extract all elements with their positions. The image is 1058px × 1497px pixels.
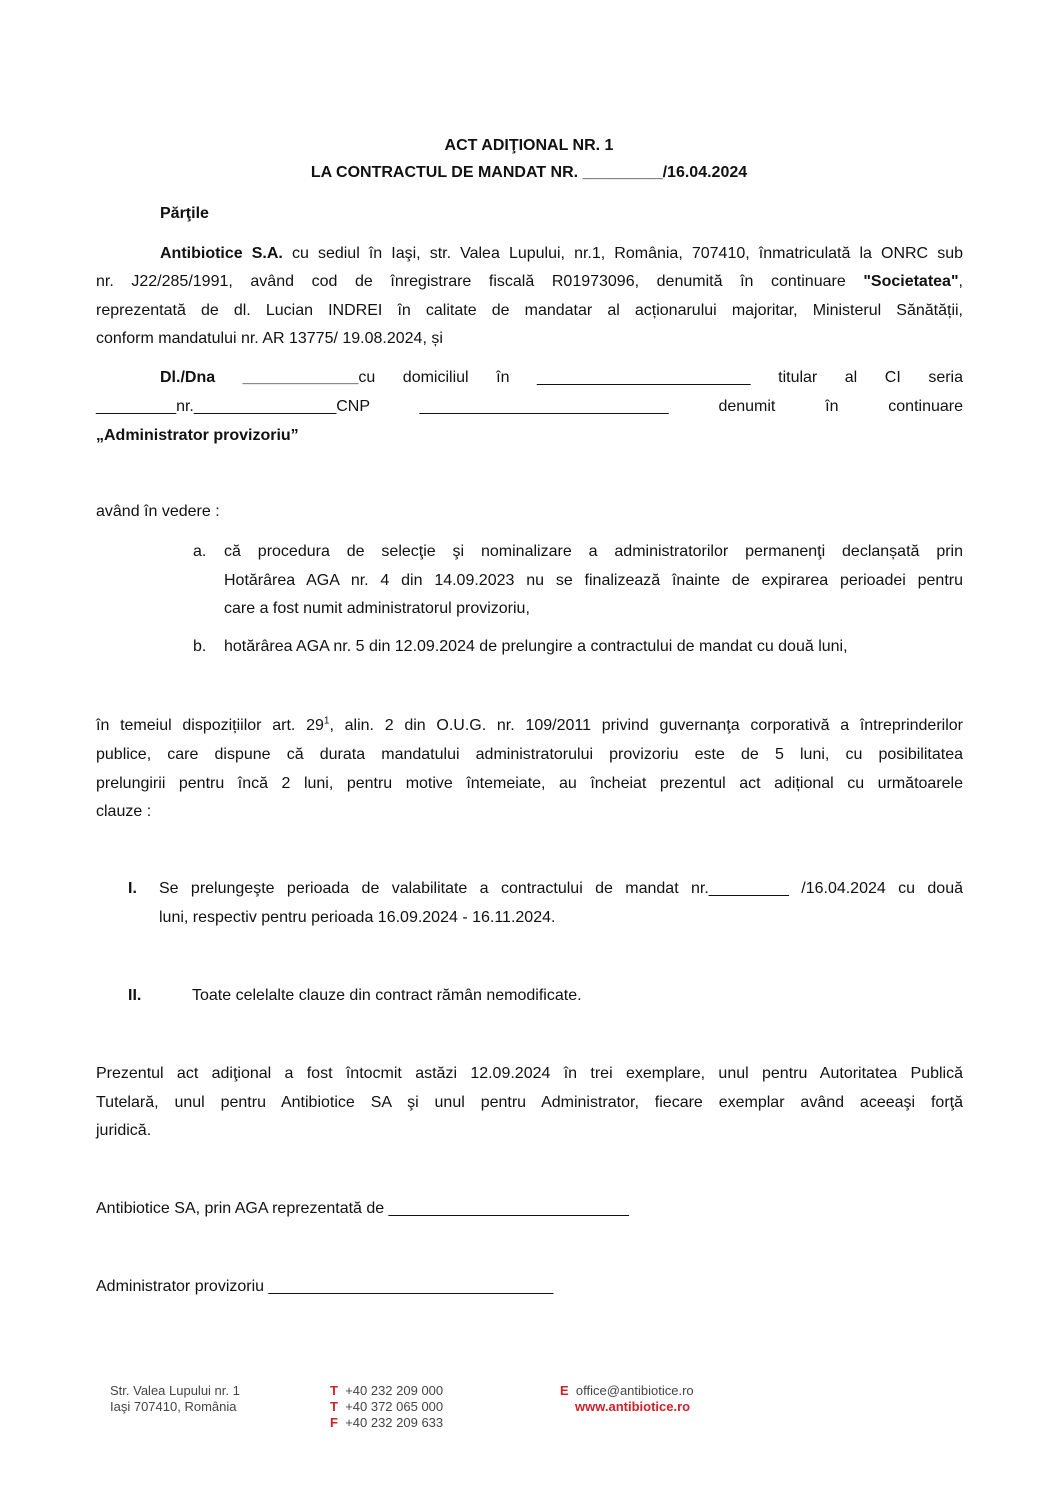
consideration-b-line1: hotărârea AGA nr. 5 din 12.09.2024 de prelungire a contractului de mandat cu două luni, bbox=[224, 638, 848, 655]
footer-fax: F +40 232 209 633 bbox=[330, 1415, 444, 1430]
footer-contact bbox=[560, 1383, 694, 1415]
closing-line3: juridică. bbox=[96, 1122, 152, 1139]
consideration-a-marker: a. bbox=[193, 543, 207, 560]
considering-heading: având în vedere : bbox=[96, 503, 220, 520]
footer-address bbox=[110, 1383, 240, 1415]
clause-2-marker: II. bbox=[128, 987, 142, 1004]
parties-heading: Părţile bbox=[160, 205, 209, 222]
footer-phone-1: T +40 232 209 000 bbox=[330, 1383, 444, 1398]
footer-phone-2: T +40 372 065 000 bbox=[330, 1399, 444, 1414]
party2-label: Dl./Dna bbox=[160, 369, 216, 386]
footer-website[interactable]: www.antibiotice.ro bbox=[575, 1399, 691, 1414]
closing-line1: Prezentul act adiţional a fost întocmit astăzi 12.09.2024 în trei exemplare, unul pentru Autoritatea Publică bbox=[96, 1065, 963, 1082]
document-subtitle: LA CONTRACTUL DE MANDAT NR. _________/16.04.2024 bbox=[310, 164, 748, 181]
signature-administrator: Administrator provizoriu ________________________________ bbox=[96, 1278, 554, 1295]
legal-basis-line2: publice, care dispune că durata mandatului administratorului provizoriu este de 5 luni, cu posibilitatea bbox=[96, 746, 963, 763]
footer-address-line1: Str. Valea Lupului nr. 1 bbox=[110, 1383, 240, 1398]
clause-1-line1: Se prelungeşte perioada de valabilitate a contractului de mandat nr._________ /16.04.2024 cu două bbox=[159, 880, 963, 897]
consideration-b-marker: b. bbox=[193, 638, 207, 655]
legal-basis-line1: în temeiul dispozițiilor art. $29^1$, alin. 2 din O.U.G. nr. 109/2011 privind guvernanţa corporativă a întreprinderilor bbox=[96, 715, 963, 734]
party1-name: Antibiotice S.A. bbox=[160, 245, 283, 262]
party1-line4: conform mandatului nr. AR 13775/ 19.08.2024, și bbox=[96, 330, 443, 347]
legal-basis-line4: clauze : bbox=[96, 803, 152, 820]
closing-line2: Tutelară, unul pentru Antibiotice SA şi unul pentru Administrator, fiecare exemplar având aceeaşi forţă bbox=[96, 1094, 963, 1111]
clause-1-marker: I. bbox=[128, 880, 137, 897]
clause-2-line1: Toate celelalte clauze din contract rămân nemodificate. bbox=[192, 987, 582, 1004]
party2-name-blank: _____________ bbox=[242, 369, 359, 386]
footer-phones bbox=[330, 1383, 443, 1431]
consideration-a-line2: Hotărârea AGA nr. 4 din 14.09.2023 nu se finalizează înainte de expirarea perioadei pentru bbox=[224, 572, 963, 589]
footer-address-line2: Iaşi 707410, România bbox=[110, 1399, 237, 1414]
party2-line2: _________nr.________________CNP ____________________________ denumit în continuare bbox=[96, 398, 963, 415]
party2-line1: Dl./Dna _____________cu domiciliul în ________________________ titular al CI seria bbox=[160, 369, 963, 386]
party2-designation: „Administrator provizoriu” bbox=[96, 427, 299, 444]
document-title: ACT ADIŢIONAL NR. 1 bbox=[444, 137, 614, 154]
party1-line3: reprezentată de dl. Lucian INDREI în calitate de mandatar al acționarului majoritar, Ministerul Sănătății, bbox=[96, 302, 963, 319]
party1-line1: Antibiotice S.A. cu sediul în Iaşi, str. Valea Lupului, nr.1, România, 707410, înmatriculată la ONRC sub bbox=[160, 245, 963, 262]
consideration-a-line3: care a fost numit administratorul provizoriu, bbox=[224, 600, 530, 617]
signature-company: Antibiotice SA, prin AGA reprezentată de ___________________________ bbox=[96, 1200, 629, 1217]
party1-line2: nr. J22/285/1991, având cod de înregistrare fiscală R01973096, denumită în continuare "Societatea", bbox=[96, 273, 963, 290]
footer-email[interactable]: E office@antibiotice.ro bbox=[560, 1383, 694, 1398]
party1-alias: "Societatea" bbox=[863, 273, 959, 290]
consideration-a-line1: că procedura de selecţie şi nominalizare a administratorilor permanenţi declanșată prin bbox=[224, 543, 963, 560]
legal-basis-line3: prelungirii pentru încă 2 luni, pentru motive întemeiate, au încheiat prezentul act adițional cu următoarele bbox=[96, 775, 963, 792]
clause-1-line2: luni, respectiv pentru perioada 16.09.2024 - 16.11.2024. bbox=[159, 909, 556, 926]
